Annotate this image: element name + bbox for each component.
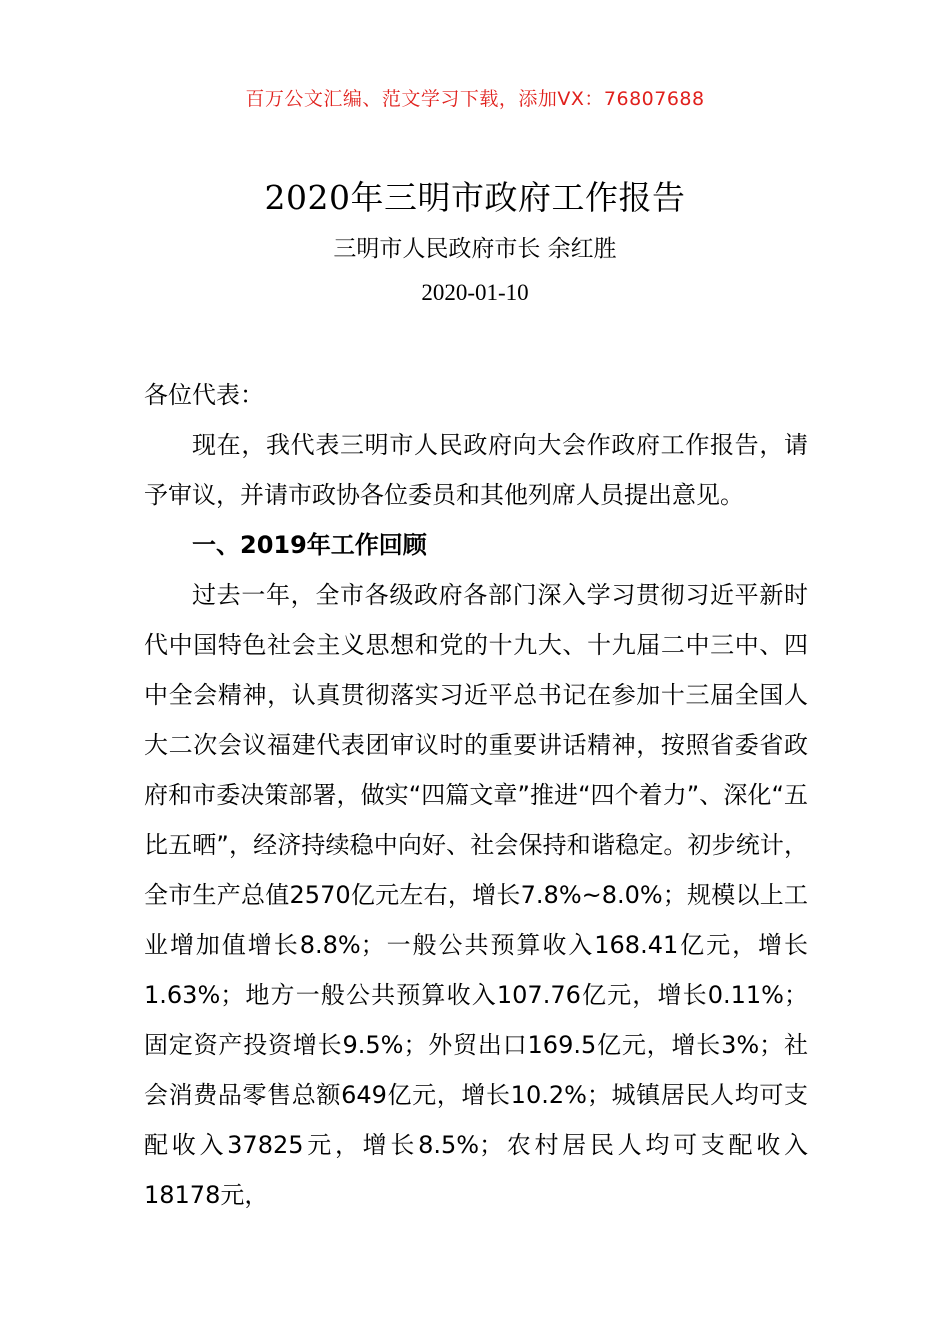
- watermark-note: 百万公文汇编、范文学习下载，添加VX：76807688: [245, 88, 705, 110]
- salutation: 各位代表：: [144, 381, 264, 409]
- section-heading-2019-review: 一、2019年工作回顾: [192, 531, 427, 559]
- intro-paragraph: 现在，我代表三明市人民政府向大会作政府工作报告，请予审议，并请市政协各位委员和其他列席人员提出意见。: [144, 431, 808, 509]
- report-body: [144, 370, 808, 1220]
- page-title: 2020年三明市政府工作报告: [264, 178, 686, 217]
- section-paragraph-2019-review: 过去一年，全市各级政府各部门深入学习贯彻习近平新时代中国特色社会主义思想和党的十九大、十九届二中三中、四中全会精神，认真贯彻落实习近平总书记在参加十三届全国人大二次会议福建代表团审议时的重要讲话精神，按照省委省政府和市委决策部署，做实“四篇文章”推进“四个着力”、深化“五比五晒”，经济持续稳中向好、社会保持和谐稳定。初步统计，全市生产总值2570亿元左右，增长7.8%~8.0%；规模以上工业增加值增长8.8%；一般公共预算收入168.41亿元，增长1.63%；地方一般公共预算收入107.76亿元，增长0.11%；固定资产投资增长9.5%；外贸出口169.5亿元，增长3%；社会消费品零售总额649亿元，增长10.2%；城镇居民人均可支配收入37825元，增长8.5%；农村居民人均可支配收入18178元，: [144, 581, 808, 1209]
- report-date: 2020-01-10: [421, 280, 529, 305]
- author-line: 三明市人民政府市长 余红胜: [333, 236, 617, 262]
